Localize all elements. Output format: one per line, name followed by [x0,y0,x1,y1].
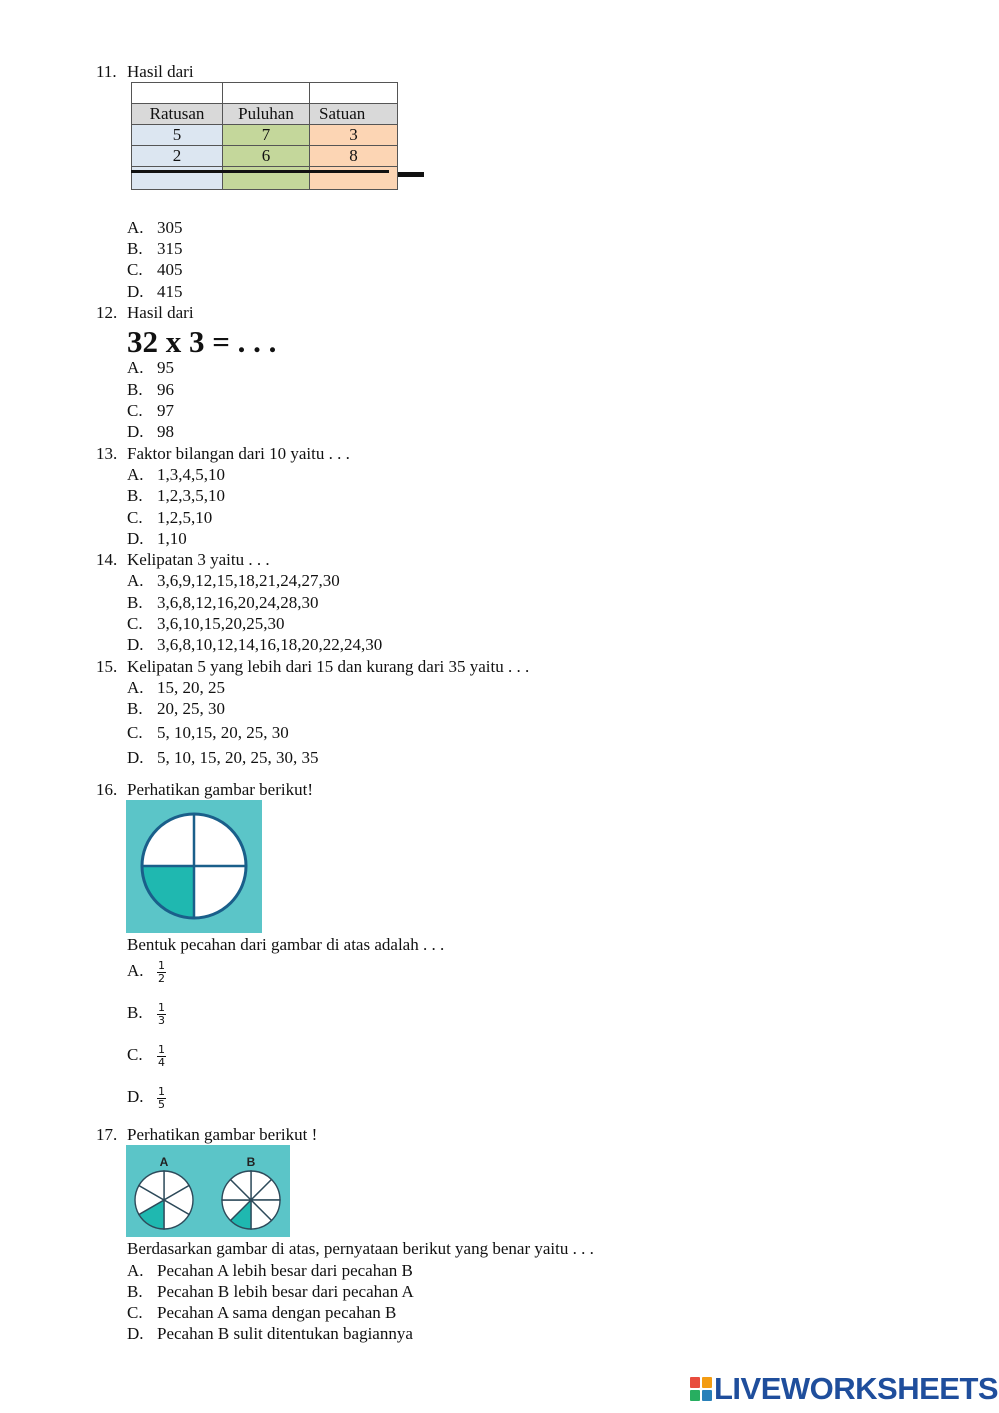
q12-option-c[interactable]: C. 97 [127,401,174,420]
q12-expression: 32 x 3 = . . . [127,324,277,359]
header-ratusan: Ratusan [132,104,223,125]
q14-option-b[interactable]: B. 3,6,8,12,16,20,24,28,30 [127,593,319,612]
liveworksheets-logo[interactable] [690,1372,998,1406]
fraction: $\frac{1}{5}$ [158,1084,165,1111]
q12-number: 12. [96,303,118,322]
q15-option-d[interactable]: D. 5, 10, 15, 20, 25, 30, 35 [127,748,319,767]
q16-option-b[interactable]: B. $\frac{1}{3}$ [127,1000,165,1027]
q13-option-a[interactable]: A. 1,3,4,5,10 [127,465,225,484]
q16-option-a[interactable]: A. $\frac{1}{2}$ [127,958,165,985]
q15-option-c[interactable]: C. 5, 10,15, 20, 25, 30 [127,723,289,742]
header-puluhan: Puluhan [223,104,310,125]
q13-number: 13. [96,444,118,463]
cell-puluhan: 6 [223,146,310,167]
q11-option-d[interactable]: D. 415 [127,282,183,301]
q16-option-c[interactable]: C. $\frac{1}{4}$ [127,1042,165,1069]
empty-cell [310,83,398,104]
q14-option-d[interactable]: D. 3,6,8,10,12,14,16,18,20,22,24,30 [127,635,383,654]
q11-number: 11. [96,62,117,81]
cell-ratusan: 2 [132,146,223,167]
q12-prompt: Hasil dari [127,303,194,322]
cell-ratusan: 5 [132,125,223,146]
fraction-circle-figure [126,800,262,933]
q17-prompt: Perhatikan gambar berikut ! [127,1125,318,1144]
q16-option-d[interactable]: D. $\frac{1}{5}$ [127,1084,165,1111]
q16-question: Bentuk pecahan dari gambar di atas adalah . . . [127,935,445,954]
q17-number: 17. [96,1125,118,1144]
header-satuan: Satuan [310,104,398,125]
q14-number: 14. [96,550,118,569]
q11-option-a[interactable]: A. 305 [127,218,183,237]
q11-option-b[interactable]: B. 315 [127,239,183,258]
q14-option-c[interactable]: C. 3,6,10,15,20,25,30 [127,614,285,633]
cell-satuan: 8 [310,146,398,167]
q17-option-b[interactable]: B. Pecahan B lebih besar dari pecahan A [127,1282,414,1301]
q15-prompt: Kelipatan 5 yang lebih dari 15 dan kurang dari 35 yaitu . . . [127,657,530,676]
fraction-compare-figure [126,1145,290,1237]
label-a: A [159,1155,169,1169]
circle-a-slices [135,1171,193,1229]
q16-number: 16. [96,780,118,799]
minus-sign [398,172,424,177]
q12-option-a[interactable]: A. 95 [127,358,174,377]
q16-prompt: Perhatikan gambar berikut! [127,780,313,799]
q17-option-a[interactable]: A. Pecahan A lebih besar dari pecahan B [127,1261,413,1280]
place-value-table [131,82,398,190]
empty-cell [132,83,223,104]
q14-prompt: Kelipatan 3 yaitu . . . [127,550,270,569]
fraction: $\frac{1}{4}$ [158,1042,165,1069]
q17-question: Berdasarkan gambar di atas, pernyataan berikut yang benar yaitu . . . [127,1239,594,1258]
circle-b-slices [222,1171,280,1229]
q17-option-d[interactable]: D. Pecahan B sulit ditentukan bagiannya [127,1324,413,1343]
q11-prompt: Hasil dari [127,62,194,81]
q13-prompt: Faktor bilangan dari 10 yaitu . . . [127,444,350,463]
q15-number: 15. [96,657,118,676]
logo-blocks-icon [690,1377,712,1401]
q11-option-c[interactable]: C. 405 [127,260,183,279]
cell-satuan: 3 [310,125,398,146]
q15-option-b[interactable]: B. 20, 25, 30 [127,699,225,718]
q15-option-a[interactable]: A. 15, 20, 25 [127,678,225,697]
cell-puluhan: 7 [223,125,310,146]
q17-option-c[interactable]: C. Pecahan A sama dengan pecahan B [127,1303,397,1322]
q13-option-b[interactable]: B. 1,2,3,5,10 [127,486,225,505]
q13-option-d[interactable]: D. 1,10 [127,529,187,548]
q12-option-b[interactable]: B. 96 [127,380,174,399]
q12-option-d[interactable]: D. 98 [127,422,174,441]
fraction: $\frac{1}{2}$ [158,958,165,985]
result-divider-line [131,170,389,173]
fraction: $\frac{1}{3}$ [158,1000,165,1027]
q13-option-c[interactable]: C. 1,2,5,10 [127,508,213,527]
q14-option-a[interactable]: A. 3,6,9,12,15,18,21,24,27,30 [127,571,340,590]
label-b: B [246,1155,256,1169]
logo-text: LIVEWORKSHEETS [714,1371,999,1406]
empty-cell [223,83,310,104]
